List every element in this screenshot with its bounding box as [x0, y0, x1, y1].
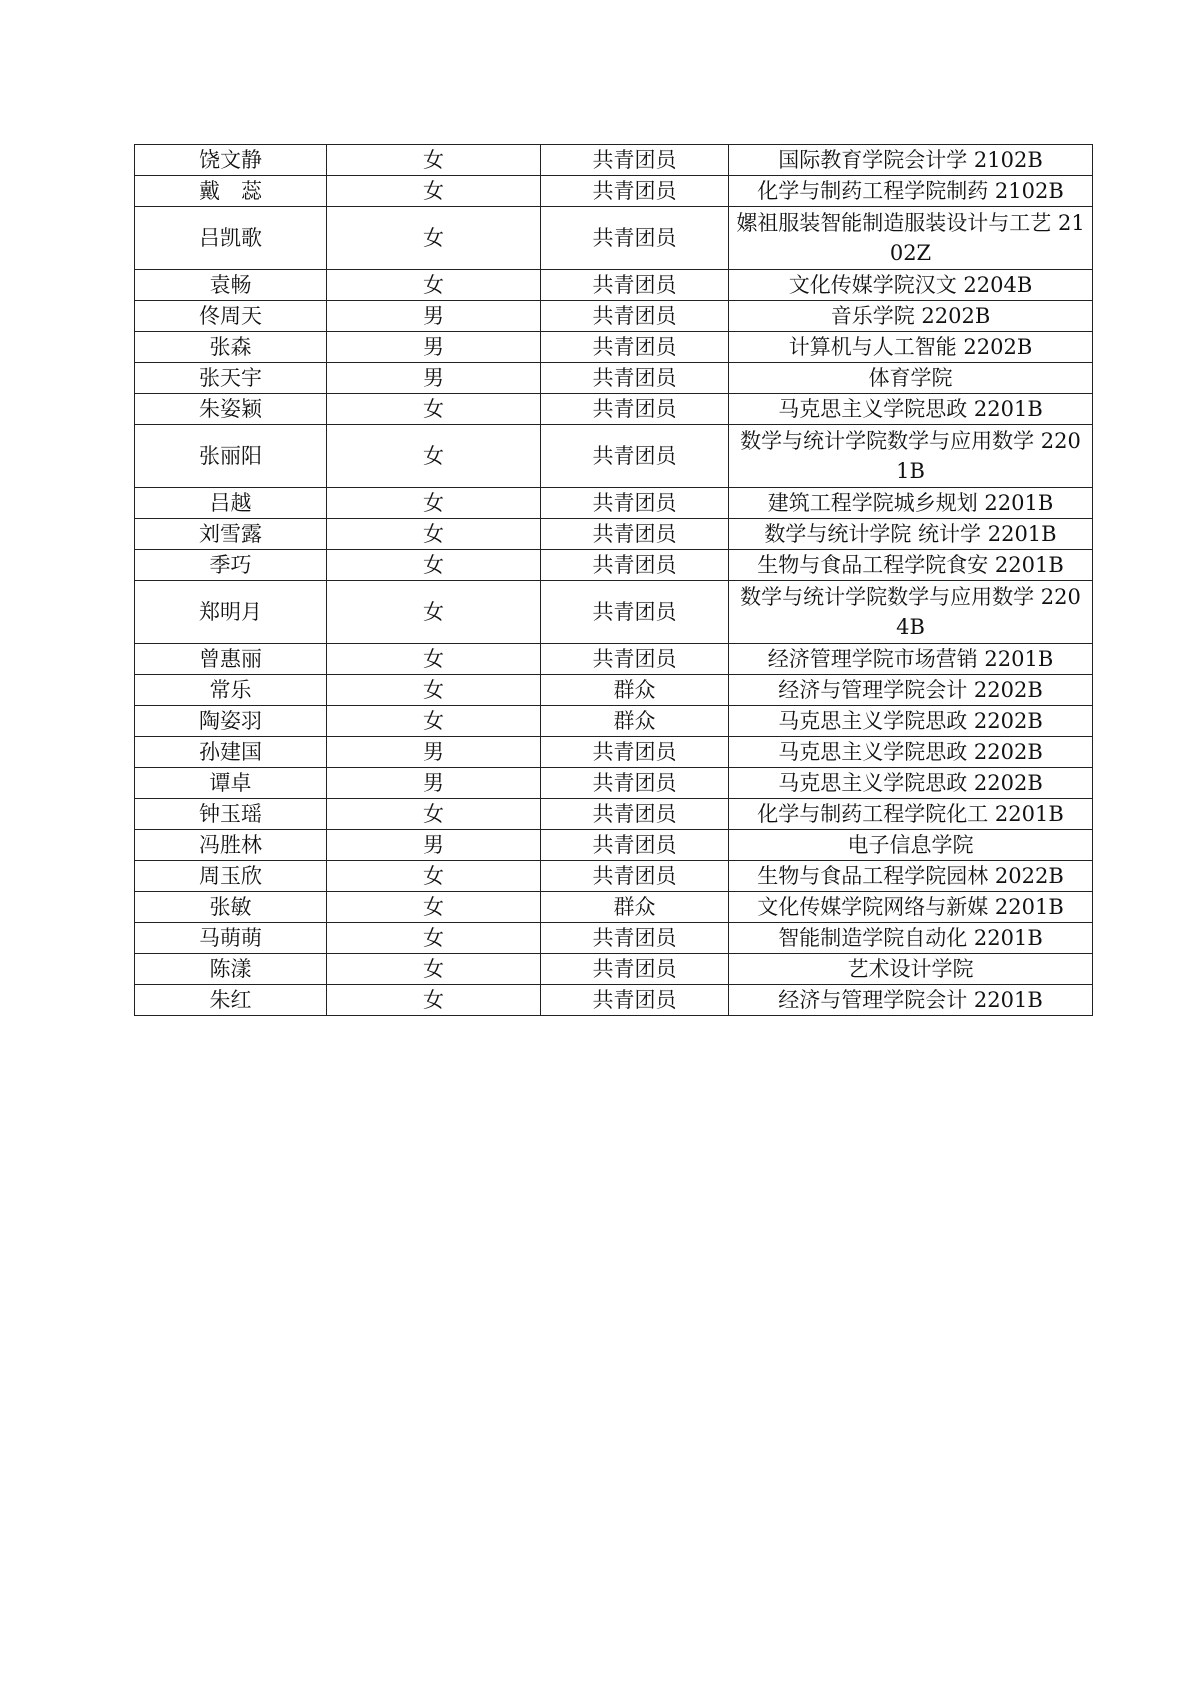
- gender-cell: 女: [327, 923, 541, 954]
- table-row: [135, 768, 1093, 799]
- name-cell: 佟周天: [135, 301, 327, 332]
- table-row: [135, 706, 1093, 737]
- gender-cell: 女: [327, 145, 541, 176]
- political-status-cell: 共青团员: [541, 207, 729, 270]
- name-cell: 张丽阳: [135, 425, 327, 488]
- gender-cell: 男: [327, 830, 541, 861]
- table-row: [135, 923, 1093, 954]
- table-row: [135, 550, 1093, 581]
- name-cell: 张森: [135, 332, 327, 363]
- name-cell: 饶文静: [135, 145, 327, 176]
- table-row: [135, 830, 1093, 861]
- name-cell: 季巧: [135, 550, 327, 581]
- gender-cell: 女: [327, 270, 541, 301]
- name-cell: 袁畅: [135, 270, 327, 301]
- gender-cell: 女: [327, 581, 541, 644]
- table-row: [135, 861, 1093, 892]
- name-cell: 郑明月: [135, 581, 327, 644]
- unit-cell: 音乐学院 2202B: [729, 301, 1093, 332]
- political-status-cell: 共青团员: [541, 270, 729, 301]
- unit-cell: 经济管理学院市场营销 2201B: [729, 644, 1093, 675]
- table-row: [135, 675, 1093, 706]
- table-row: [135, 301, 1093, 332]
- table-row: [135, 954, 1093, 985]
- unit-cell: 化学与制药工程学院制药 2102B: [729, 176, 1093, 207]
- unit-cell: 化学与制药工程学院化工 2201B: [729, 799, 1093, 830]
- political-status-cell: 共青团员: [541, 923, 729, 954]
- table-row: [135, 892, 1093, 923]
- name-cell: 吕凯歌: [135, 207, 327, 270]
- political-status-cell: 共青团员: [541, 332, 729, 363]
- unit-cell: 马克思主义学院思政 2202B: [729, 737, 1093, 768]
- table-row: [135, 985, 1093, 1016]
- political-status-cell: 共青团员: [541, 737, 729, 768]
- unit-cell: 智能制造学院自动化 2201B: [729, 923, 1093, 954]
- unit-cell: 计算机与人工智能 2202B: [729, 332, 1093, 363]
- name-cell: 戴 蕊: [135, 176, 327, 207]
- name-cell: 朱姿颖: [135, 394, 327, 425]
- name-cell: 周玉欣: [135, 861, 327, 892]
- gender-cell: 男: [327, 332, 541, 363]
- unit-cell: 经济与管理学院会计 2202B: [729, 675, 1093, 706]
- unit-cell: 数学与统计学院数学与应用数学 2201B: [729, 425, 1093, 488]
- name-cell: 张天宇: [135, 363, 327, 394]
- gender-cell: 女: [327, 799, 541, 830]
- political-status-cell: 群众: [541, 892, 729, 923]
- unit-cell: 文化传媒学院网络与新媒 2201B: [729, 892, 1093, 923]
- name-cell: 钟玉瑶: [135, 799, 327, 830]
- table-row: [135, 488, 1093, 519]
- table-row: [135, 207, 1093, 270]
- unit-cell: 文化传媒学院汉文 2204B: [729, 270, 1093, 301]
- political-status-cell: 群众: [541, 675, 729, 706]
- political-status-cell: 共青团员: [541, 145, 729, 176]
- table-row: [135, 363, 1093, 394]
- member-roster-table: [134, 144, 1093, 1016]
- political-status-cell: 共青团员: [541, 985, 729, 1016]
- table-row: [135, 176, 1093, 207]
- table-row: [135, 799, 1093, 830]
- unit-cell: 马克思主义学院思政 2202B: [729, 706, 1093, 737]
- political-status-cell: 共青团员: [541, 644, 729, 675]
- name-cell: 孙建国: [135, 737, 327, 768]
- gender-cell: 女: [327, 176, 541, 207]
- gender-cell: 女: [327, 207, 541, 270]
- table-row: [135, 270, 1093, 301]
- name-cell: 谭卓: [135, 768, 327, 799]
- unit-cell: 建筑工程学院城乡规划 2201B: [729, 488, 1093, 519]
- name-cell: 张敏: [135, 892, 327, 923]
- unit-cell: 数学与统计学院 统计学 2201B: [729, 519, 1093, 550]
- name-cell: 陈漾: [135, 954, 327, 985]
- name-cell: 冯胜林: [135, 830, 327, 861]
- unit-cell: 生物与食品工程学院园林 2022B: [729, 861, 1093, 892]
- political-status-cell: 共青团员: [541, 799, 729, 830]
- table-row: [135, 425, 1093, 488]
- political-status-cell: 共青团员: [541, 301, 729, 332]
- table-row: [135, 644, 1093, 675]
- gender-cell: 男: [327, 301, 541, 332]
- unit-cell: 数学与统计学院数学与应用数学 2204B: [729, 581, 1093, 644]
- name-cell: 常乐: [135, 675, 327, 706]
- unit-cell: 体育学院: [729, 363, 1093, 394]
- gender-cell: 女: [327, 425, 541, 488]
- name-cell: 吕越: [135, 488, 327, 519]
- gender-cell: 女: [327, 394, 541, 425]
- unit-cell: 经济与管理学院会计 2201B: [729, 985, 1093, 1016]
- political-status-cell: 共青团员: [541, 861, 729, 892]
- name-cell: 陶姿羽: [135, 706, 327, 737]
- unit-cell: 生物与食品工程学院食安 2201B: [729, 550, 1093, 581]
- gender-cell: 女: [327, 550, 541, 581]
- political-status-cell: 共青团员: [541, 394, 729, 425]
- name-cell: 朱红: [135, 985, 327, 1016]
- gender-cell: 女: [327, 519, 541, 550]
- gender-cell: 女: [327, 985, 541, 1016]
- political-status-cell: 共青团员: [541, 954, 729, 985]
- gender-cell: 女: [327, 706, 541, 737]
- name-cell: 马萌萌: [135, 923, 327, 954]
- gender-cell: 女: [327, 861, 541, 892]
- political-status-cell: 共青团员: [541, 176, 729, 207]
- table-row: [135, 332, 1093, 363]
- political-status-cell: 群众: [541, 706, 729, 737]
- political-status-cell: 共青团员: [541, 519, 729, 550]
- political-status-cell: 共青团员: [541, 363, 729, 394]
- table-row: [135, 581, 1093, 644]
- table-row: [135, 737, 1093, 768]
- gender-cell: 男: [327, 768, 541, 799]
- unit-cell: 艺术设计学院: [729, 954, 1093, 985]
- gender-cell: 女: [327, 644, 541, 675]
- political-status-cell: 共青团员: [541, 550, 729, 581]
- gender-cell: 女: [327, 892, 541, 923]
- gender-cell: 男: [327, 737, 541, 768]
- political-status-cell: 共青团员: [541, 830, 729, 861]
- gender-cell: 女: [327, 488, 541, 519]
- gender-cell: 男: [327, 363, 541, 394]
- unit-cell: 马克思主义学院思政 2201B: [729, 394, 1093, 425]
- unit-cell: 嫘祖服装智能制造服装设计与工艺 2102Z: [729, 207, 1093, 270]
- table-row: [135, 145, 1093, 176]
- political-status-cell: 共青团员: [541, 488, 729, 519]
- name-cell: 刘雪露: [135, 519, 327, 550]
- table-row: [135, 519, 1093, 550]
- political-status-cell: 共青团员: [541, 425, 729, 488]
- political-status-cell: 共青团员: [541, 581, 729, 644]
- name-cell: 曾惠丽: [135, 644, 327, 675]
- unit-cell: 电子信息学院: [729, 830, 1093, 861]
- table-row: [135, 394, 1093, 425]
- gender-cell: 女: [327, 675, 541, 706]
- unit-cell: 国际教育学院会计学 2102B: [729, 145, 1093, 176]
- political-status-cell: 共青团员: [541, 768, 729, 799]
- gender-cell: 女: [327, 954, 541, 985]
- unit-cell: 马克思主义学院思政 2202B: [729, 768, 1093, 799]
